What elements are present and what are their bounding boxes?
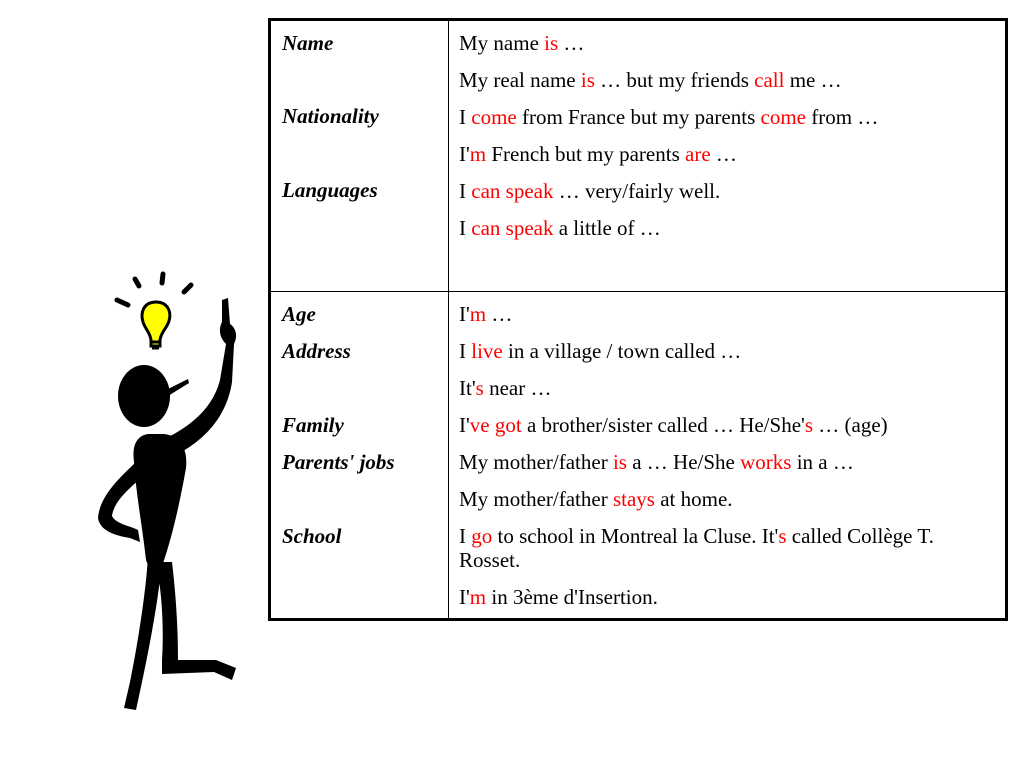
phrase-line: I'm in 3ème d'Insertion. xyxy=(459,585,658,609)
phrase-line: I go to school in Montreal la Cluse. It's called Collège T. Rosset. xyxy=(459,524,934,572)
phrase-line: My name is … xyxy=(459,31,585,55)
label-address: Address xyxy=(282,339,351,363)
table-row xyxy=(270,292,1007,620)
phrase-line: I can speak a little of … xyxy=(459,216,661,240)
phrase-line: I'm French but my parents are … xyxy=(459,142,737,166)
head xyxy=(118,365,170,427)
label-nationality: Nationality xyxy=(282,104,379,128)
phrase-cell xyxy=(449,292,1007,620)
idea-rays-icon xyxy=(117,274,191,305)
stick-figure-thinking-icon xyxy=(88,262,258,722)
label-parents-jobs: Parents' jobs xyxy=(282,450,395,474)
phrase-line: It's near … xyxy=(459,376,552,400)
label-family: Family xyxy=(282,413,344,437)
phrase-line: I can speak … very/fairly well. xyxy=(459,179,721,203)
phrase-line: My mother/father is a … He/She works in a … xyxy=(459,450,854,474)
label-cell xyxy=(270,20,449,292)
label-cell xyxy=(270,292,449,620)
light-bulb-icon xyxy=(142,302,170,348)
label-school: School xyxy=(282,524,342,548)
phrase-line: My mother/father stays at home. xyxy=(459,487,733,511)
phrase-cell xyxy=(449,20,1007,292)
phrase-line: My real name is … but my friends call me … xyxy=(459,68,842,92)
phrase-line: I come from France but my parents come from … xyxy=(459,105,879,129)
label-languages: Languages xyxy=(282,178,378,202)
label-age: Age xyxy=(282,302,316,326)
phrase-line: I've got a brother/sister called … He/She's … (age) xyxy=(459,413,888,437)
label-name: Name xyxy=(282,31,334,55)
table-row xyxy=(270,20,1007,292)
vocabulary-table xyxy=(268,18,1008,621)
phrase-line: I'm … xyxy=(459,302,513,326)
phrase-line: I live in a village / town called … xyxy=(459,339,742,363)
